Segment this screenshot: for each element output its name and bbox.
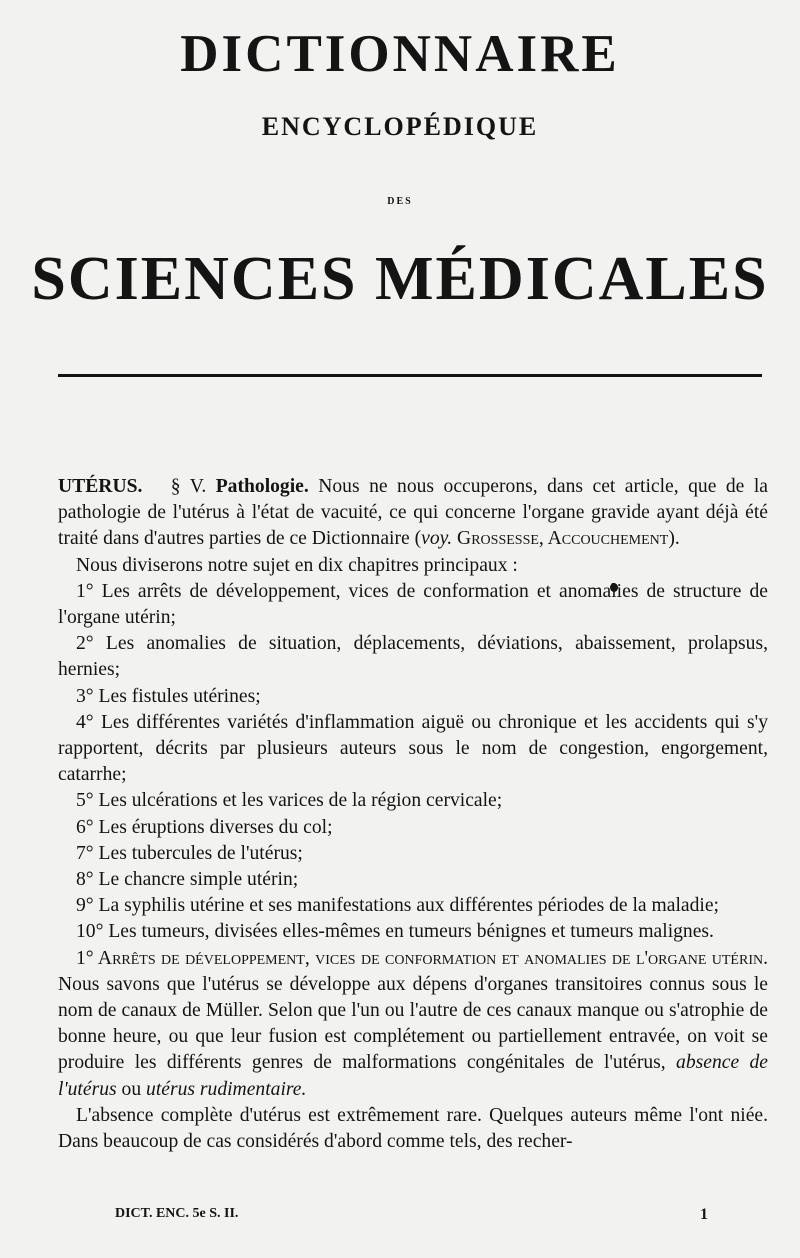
lead-word: UTÉRUS.: [58, 476, 143, 497]
section-title: Pathologie.: [215, 476, 309, 497]
intro-end: ).: [668, 528, 680, 550]
last-paragraph: L'absence complète d'utérus est extrêmement rare. Quelques auteurs même l'ont niée. Dans beaucoup de cas considérés d'abord comme tels, des recher-: [58, 1104, 768, 1153]
chapter-3: 3° Les fistules utérines;: [76, 685, 261, 707]
chapter-2: 2° Les anomalies de situation, déplacements, déviations, abaissement, prolapsus, hernies;: [58, 633, 768, 681]
title-encyclopedique: ENCYCLOPÉDIQUE: [261, 112, 539, 141]
subsection-or: ou: [116, 1078, 147, 1100]
title-rule: [58, 374, 762, 377]
chapter-5: 5° Les ulcérations et les varices de la région cervicale;: [76, 790, 503, 812]
intro-ref: Grossesse, Accouchement: [452, 528, 669, 550]
subsection-text: Nous savons que l'utérus se développe aux dépens d'organes transitoires connus sous le nom de canaux de Müller. Selon que l'un ou l'autre de ces canaux manque ou s'atrophie de bonne heure, ou que leur fusion est complétement ou partiellement entravée, on voit se produire les différents genres de malformations congénitales de l'utérus,: [58, 973, 768, 1074]
chapter-1: 1° Les arrêts de développement, vices de conformation et anomalies de structure de l'organe utérin;: [58, 580, 768, 629]
title-des: DES: [387, 196, 413, 207]
subsection-paragraph: [58, 946, 768, 1103]
subsection-heading: 1° Arrêts de développement, vices de conformation et anomalies de l'organe utérin.: [76, 947, 768, 969]
intro-text: Nous ne nous occuperons, dans cet article, que de la pathologie de l'utérus à l'état de vacuité, ce qui concerne l'organe gravide ayant déjà été traité dans d'autres parties de ce Dictionnaire (: [58, 476, 768, 550]
chapter-6: 6° Les éruptions diverses du col;: [76, 816, 333, 838]
intro-paragraph: [58, 474, 768, 553]
article-body: [58, 474, 768, 1155]
chapter-10: 10° Les tumeurs, divisées elles-mêmes en tumeurs bénignes et tumeurs malignes.: [76, 921, 714, 943]
chapter-4: 4° Les différentes variétés d'inflammation aiguë ou chronique et les accidents qui s'y rapportent, décrits par plusieurs auteurs sous le nom de congestion, engorgement, catarrhe;: [58, 711, 768, 786]
title-dictionnaire: DICTIONNAIRE: [180, 25, 620, 83]
title-sciences-medicales: SCIENCES MÉDICALES: [31, 245, 769, 313]
chapter-7: 7° Les tubercules de l'utérus;: [76, 842, 303, 864]
page-number: 1: [700, 1206, 708, 1223]
chapter-9: 9° La syphilis utérine et ses manifestations aux différentes périodes de la maladie;: [76, 895, 719, 917]
subsection-italic-2: utérus rudimentaire.: [146, 1078, 307, 1100]
division-paragraph: [58, 553, 768, 579]
section-mark: § V.: [170, 476, 207, 497]
voy-text: voy.: [421, 528, 453, 550]
footer-signature: DICT. ENC. 5e S. II.: [115, 1206, 239, 1221]
subsection-italic-1: absence de l'utérus: [58, 1052, 768, 1100]
chapter-8: 8° Le chancre simple utérin;: [76, 869, 299, 891]
division-text: Nous diviserons notre sujet en dix chapitres principaux :: [76, 554, 518, 576]
